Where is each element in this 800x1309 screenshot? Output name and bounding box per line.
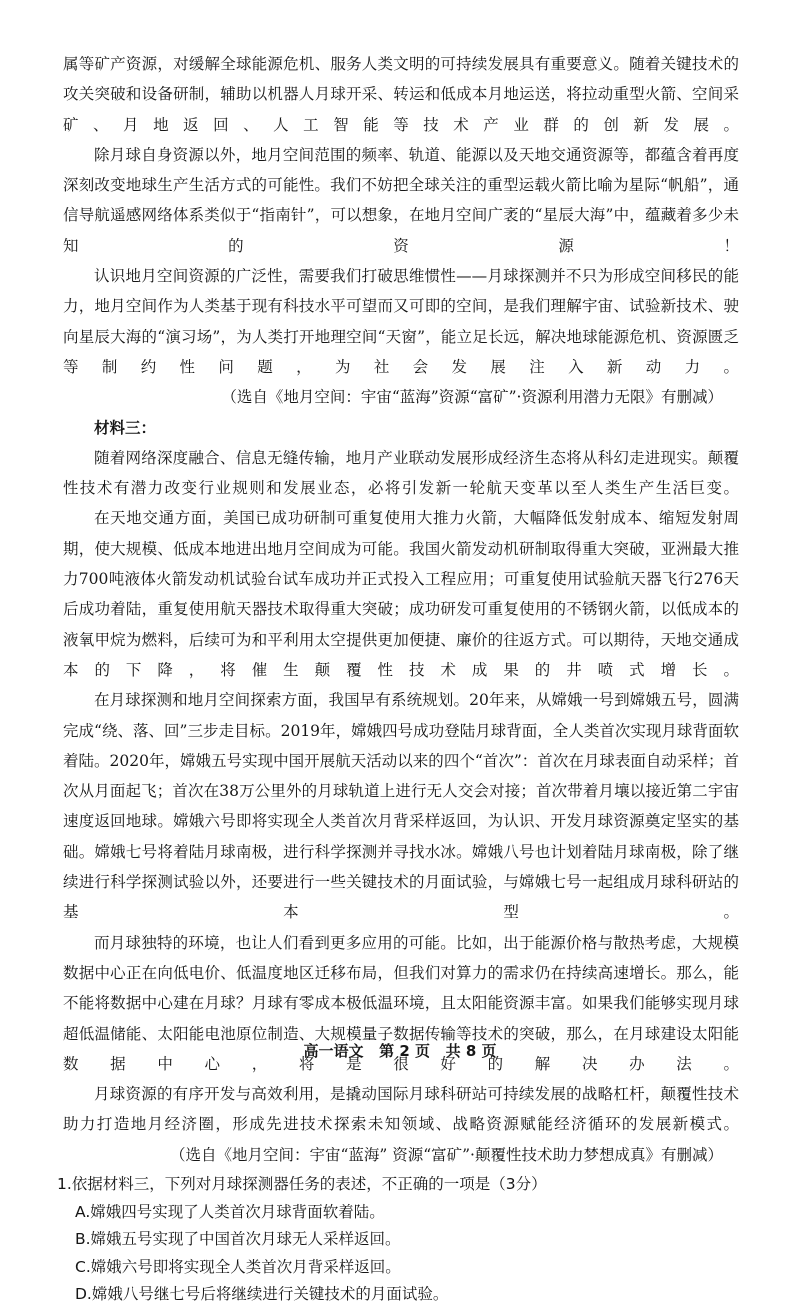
paragraph-breaking-inertia: 认识地月空间资源的广泛性，需要我们打破思维惯性——月球探测并不只为形成空间移民的能力，地月空间作为人类基于现有科技水平可望而又可即的空间，是我们理解宇宙、试验新技术、驶向星辰大海的“演习场”，为人类打开地理空间“天窗”，能立足长远，解决地球能源危机、资源匮乏等制约性问题，为社会发展注入新动力。 bbox=[63, 267, 739, 376]
paragraph-network-fusion: 随着网络深度融合、信息无缝传输，地月产业联动发展形成经济生态将从科幻走进现实。颠覆性技术有潜力改变行业规则和发展业态，必将引发新一轮航天变革以至人类生产生活巨变。 bbox=[63, 448, 739, 498]
paragraph-lunar-economy: 月球资源的有序开发与高效利用，是撬动国际月球科研站可持续发展的战略杠杆，颠覆性技术助力打造地月经济圈，形成先进技术探索未知领域、战略资源赋能经济循环的发展新模式。 bbox=[63, 1085, 739, 1134]
question-1-stem: 1.依据材料三，下列对月球探测器任务的表述，不正确的一项是（3分） bbox=[57, 1174, 547, 1193]
option-a: A.嫦娥四号实现了人类首次月球背面软着陆。 bbox=[75, 1202, 385, 1221]
option-c: C.嫦娥六号即将实现全人类首次月背采样返回。 bbox=[75, 1257, 401, 1276]
page-footer: 高一语文 第 2 页 共 8 页 bbox=[303, 1042, 497, 1060]
source-citation-1: （选自《地月空间：宇宙“蓝海”资源“富矿”·资源利用潜力无限》有删减） bbox=[221, 388, 723, 407]
paragraph-transport: 在天地交通方面，美国已成功研制可重复使用大推力火箭，大幅降低发射成本、缩短发射周期，使大规模、低成本地进出地月空间成为可能。我国火箭发动机研制取得重大突破，亚洲最大推力700吨液体火箭发动机试验台试车成功并正式投入工程应用；可重复使用试验航天器飞行276天后成功着陆，重复使用航天器技术取得重大突破；成功研发可重复使用的不锈钢火箭，以低成本的液氧甲烷为燃料，后续可为和平利用太空提供更加便捷、廉价的往返方式。可以期待，天地交通成本的下降，将催生颠覆性技术成果的井喷式增长。 bbox=[63, 509, 739, 679]
paragraph-earth-moon-space: 除月球自身资源以外，地月空间范围的频率、轨道、能源以及天地交通资源等，都蕴含着再度深刻改变地球生产生活方式的可能性。我们不妨把全球关注的重型运载火箭比喻为星际“帆船”，通信导航遥感网络体系类似于“指南针”，可以想象，在地月空间广袤的“星辰大海”中，蕴藏着多少未知的资源！ bbox=[63, 145, 739, 255]
paragraph-chang-e: 在月球探测和地月空间探索方面，我国早有系统规划。20年来，从嫦娥一号到嫦娥五号，圆满完成“绕、落、回”三步走目标。2019年，嫦娥四号成功登陆月球背面，全人类首次实现月球背面软着陆。2020年，嫦娥五号实现中国开展航天活动以来的四个“首次”：首次在月球表面自动采样；首次从月面起飞；首次在38万公里外的月球轨道上进行无人交会对接；首次带着月壤以接近第二宇宙速度返回地球。嫦娥六号即将实现全人类首次月背采样返回，为认识、开发月球资源奠定坚实的基础。嫦娥七号将着陆月球南极，进行科学探测并寻找水冰。嫦娥八号也计划着陆月球南极，除了继续进行科学探测试验以外，还要进行一些关键技术的月面试验，与嫦娥七号一起组成月球科研站的基本型。 bbox=[63, 691, 739, 922]
page-content bbox=[57, 49, 739, 1309]
paragraph-resources: 属等矿产资源，对缓解全球能源危机、服务人类文明的可持续发展具有重要意义。随着关键技术的攻关突破和设备研制，辅助以机器人月球开采、转运和低成本月地运送，将拉动重型火箭、空间采矿、月地返回、人工智能等技术产业群的创新发展。 bbox=[63, 55, 739, 134]
material-3-heading: 材料三： bbox=[94, 417, 157, 437]
option-b: B.嫦娥五号实现了中国首次月球无人采样返回。 bbox=[75, 1230, 401, 1249]
paragraph-data-center: 而月球独特的环境，也让人们看到更多应用的可能。比如，出于能源价格与散热考虑，大规模数据中心正在向低电价、低温度地区迁移布局，但我们对算力的需求仍在持续高速增长。那么，能不能将数据中心建在月球？月球有零成本极低温环境，且太阳能资源丰富。如果我们能够实现月球超低温储能、太阳能电池原位制造、大规模量子数据传输等技术的突破，那么，在月球建设太阳能数据中心，将是很好的解决办法。 bbox=[63, 933, 739, 1073]
source-citation-2: （选自《地月空间：宇宙“蓝海” 资源“富矿”·颠覆性技术助力梦想成真》有删减） bbox=[169, 1145, 723, 1164]
option-d: D.嫦娥八号继七号后将继续进行关键技术的月面试验。 bbox=[75, 1285, 449, 1304]
